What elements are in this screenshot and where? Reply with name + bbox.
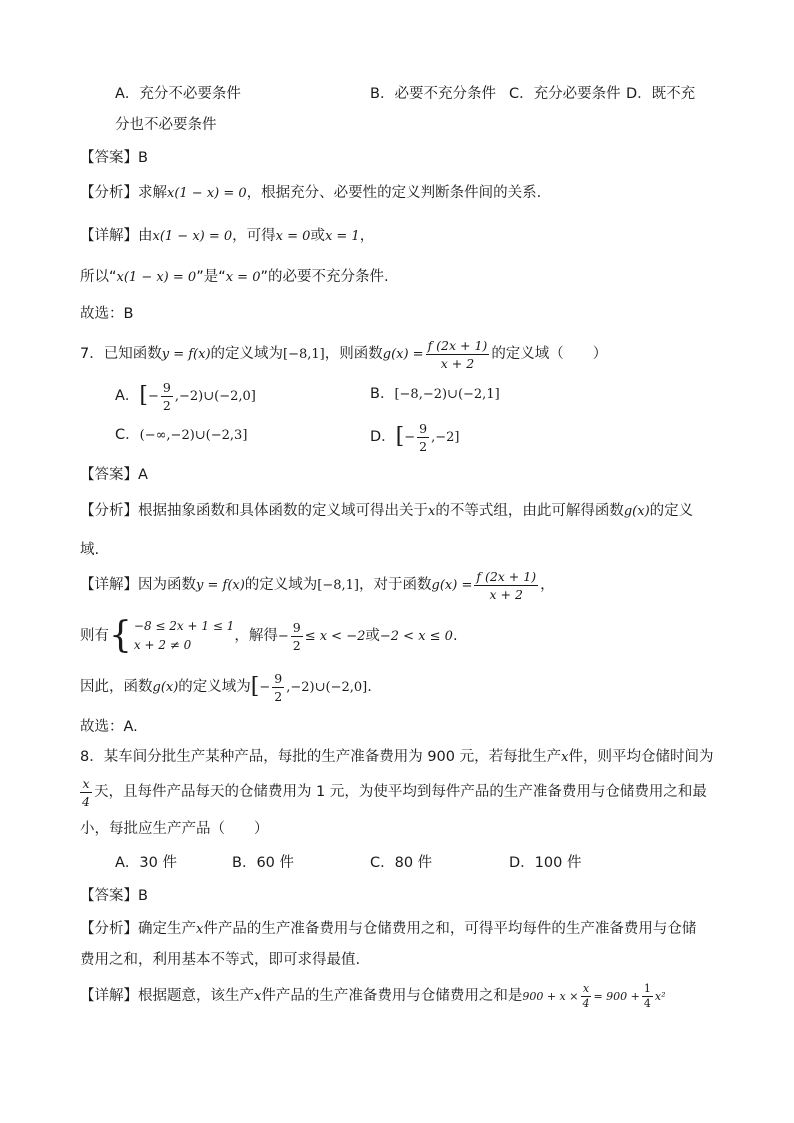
math-expr: y = f(x) — [196, 578, 245, 593]
detail-text: 因此，函数 — [80, 679, 153, 695]
math-sign: − — [277, 629, 289, 644]
math-sign: − — [148, 389, 159, 404]
fraction-denominator: x + 2 — [440, 355, 475, 371]
analysis-text: 确定生产 — [138, 921, 196, 937]
option-label: B． — [370, 386, 395, 402]
detail-text: 根据题意，该生产 — [138, 988, 254, 1004]
fraction-numerator: f (2x + 1) — [476, 568, 537, 584]
math-expr: g(x) = — [382, 347, 424, 362]
question-text: 天，且每件产品每天的仓储费用为 1 元，为使平均到每件产品的生产准备费用与仓储费用之和最 — [93, 784, 707, 800]
fraction-denominator: 4 — [82, 793, 90, 809]
answer-tag: 【答案】 — [80, 467, 138, 483]
q7-option-c — [115, 425, 247, 446]
detail-text: 的定义域为 — [244, 577, 318, 593]
conclusion-text: ”的必要不充分条件. — [260, 269, 389, 285]
detail-text: 的定义域为 — [178, 679, 251, 695]
math-sign: − — [259, 680, 271, 695]
analysis-text: 求解 — [138, 185, 167, 201]
math-expr: = 900 + — [593, 990, 640, 1003]
q8-option-a: A．30 件 — [115, 855, 177, 871]
q6-option-d-cont: 分也不必要条件 — [115, 117, 217, 133]
q8-stem-line1 — [80, 747, 713, 768]
fraction-denominator: 4 — [643, 996, 651, 1010]
answer-value: A — [138, 467, 148, 483]
brace: { — [109, 615, 132, 656]
q7-therefore — [80, 667, 372, 708]
fraction-numerator: 9 — [162, 379, 171, 395]
answer-value: B — [138, 888, 148, 904]
math-expr: x(1 − x) = 0 — [116, 270, 197, 285]
conclusion-text: ”是“ — [196, 269, 226, 285]
option-label: D． — [370, 429, 396, 445]
analysis-text: 的不等式组，由此可解得函数 — [435, 503, 624, 519]
detail-tag: 【详解】 — [80, 577, 138, 593]
q8-option-d: D．100 件 — [509, 855, 582, 871]
detail-text: ，对于函数 — [359, 577, 432, 593]
q8-option-b: B．60 件 — [232, 855, 295, 871]
math-expr: x(1 − x) = 0 — [152, 229, 233, 244]
math-expr: x = 0 — [275, 229, 311, 244]
question-text: 8．某车间分批生产某种产品，每批的生产准备费用为 900 元，若每批生产 — [80, 749, 562, 765]
math-expr: [−8,1] — [317, 578, 360, 593]
fraction — [474, 568, 538, 603]
analysis-text: 的定义 — [649, 503, 694, 519]
math-expr: (−∞,−2)∪(−2,3] — [139, 428, 248, 443]
math-expr: ,−2)∪(−2,0] — [286, 680, 368, 695]
math-expr: y = f(x) — [161, 347, 211, 362]
fraction-denominator: 2 — [419, 438, 428, 454]
q7-answer — [80, 465, 148, 485]
detail-tag: 【详解】 — [80, 988, 138, 1004]
question-text: ，则函数 — [324, 346, 383, 362]
math-expr: −2 < x ≤ 0 — [379, 629, 453, 644]
math-expr: x — [196, 922, 204, 937]
q8-option-c: C．80 件 — [370, 855, 433, 871]
fraction-numerator: 9 — [274, 670, 283, 686]
fraction — [80, 775, 92, 810]
math-expr: g(x) — [623, 504, 650, 519]
q6-analysis — [80, 183, 541, 204]
fraction-numerator: 1 — [643, 981, 651, 995]
detail-text: 则有 — [80, 628, 109, 644]
detail-text: 或 — [310, 228, 325, 244]
q8-detail — [80, 976, 666, 1017]
fraction — [161, 379, 173, 414]
q7-option-a — [115, 376, 256, 417]
analysis-text: 根据抽象函数和具体函数的定义域可得出关于 — [138, 503, 428, 519]
q8-analysis — [80, 919, 696, 940]
answer-tag: 【答案】 — [80, 150, 138, 166]
q6-option-d: D．既不充 — [626, 86, 696, 102]
detail-tag: 【详解】 — [80, 228, 138, 244]
q8-stem-line3: 小，每批应生产产品（ ） — [80, 821, 269, 837]
math-expr: ≤ x < −2 — [304, 629, 366, 644]
math-expr: g(x) — [152, 680, 179, 695]
detail-text: ，可得 — [232, 228, 276, 244]
system-rows — [134, 617, 234, 655]
q6-choice: 故选：B — [80, 306, 134, 322]
question-text: 7．已知函数 — [80, 346, 162, 362]
q6-option-b: B．必要不充分条件 — [370, 86, 496, 102]
analysis-tag: 【分析】 — [80, 503, 138, 519]
conclusion-text: 所以“ — [80, 269, 117, 285]
system-row: x + 2 ≠ 0 — [133, 638, 192, 652]
detail-text: . — [367, 679, 372, 695]
question-text: 件，则平均仓储时间为 — [568, 749, 714, 765]
detail-text: ， — [540, 577, 555, 593]
math-expr: x — [561, 750, 569, 765]
math-expr: x = 0 — [225, 270, 261, 285]
bracket: [ — [250, 674, 260, 699]
math-expr: x(1 − x) = 0 — [167, 186, 247, 201]
math-sign: − — [404, 430, 416, 445]
detail-text: 或 — [365, 628, 380, 644]
analysis-text: ，根据充分、必要性的定义判断条件间的关系. — [246, 185, 542, 201]
math-expr: x² — [654, 990, 666, 1003]
fraction-denominator: 2 — [162, 397, 171, 413]
q6-option-a: A．充分不必要条件 — [115, 86, 241, 102]
q6-option-c: C．充分必要条件 — [509, 86, 621, 102]
analysis-tag: 【分析】 — [80, 185, 138, 201]
q6-detail — [80, 226, 374, 247]
fraction — [417, 420, 429, 455]
q8-analysis-cont: 费用之和，利用基本不等式，即可求得最值. — [80, 952, 361, 968]
math-expr: ,−2] — [431, 430, 460, 445]
q7-analysis-cont: 域. — [80, 542, 100, 558]
math-expr: x = 1 — [324, 229, 360, 244]
fraction-numerator: x — [582, 981, 590, 995]
fraction-denominator: 4 — [582, 996, 590, 1010]
fraction-denominator: x + 2 — [489, 586, 523, 602]
detail-text: ， — [359, 228, 375, 244]
detail-text: ，解得 — [234, 628, 278, 644]
fraction-numerator: x — [82, 775, 90, 791]
q6-answer — [80, 148, 148, 168]
bracket: [ — [395, 424, 405, 449]
math-expr: [−8,1] — [283, 347, 325, 362]
fraction — [580, 982, 591, 1011]
fraction-numerator: 9 — [419, 420, 428, 436]
q7-option-d — [370, 417, 460, 458]
fraction — [291, 619, 303, 654]
fraction-numerator: 9 — [292, 619, 301, 635]
q7-stem — [80, 334, 607, 375]
math-expr: 900 + x × — [522, 990, 579, 1003]
q6-conclusion — [80, 267, 389, 288]
inequality-system — [109, 617, 234, 655]
question-text: 的定义域（ ） — [491, 346, 608, 362]
math-expr: [−8,−2)∪(−2,1] — [394, 387, 500, 402]
detail-text: 由 — [138, 228, 153, 244]
option-label: C． — [115, 427, 140, 443]
analysis-text: 件产品的生产准备费用与仓储费用之和，可得平均每件的生产准备费用与仓储 — [203, 921, 697, 937]
q7-system — [80, 614, 458, 659]
option-label: A． — [115, 388, 140, 404]
detail-text: 因为函数 — [138, 577, 196, 593]
system-row: −8 ≤ 2x + 1 ≤ 1 — [133, 619, 235, 633]
answer-value: B — [138, 150, 148, 166]
math-expr: g(x) = — [431, 578, 473, 593]
bracket: [ — [139, 383, 149, 408]
answer-tag: 【答案】 — [80, 888, 138, 904]
math-expr: x — [428, 504, 436, 519]
math-expr: ,−2)∪(−2,0] — [174, 389, 256, 404]
fraction-numerator: f (2x + 1) — [427, 337, 488, 353]
q8-answer — [80, 886, 148, 906]
detail-text: 件产品的生产准备费用与仓储费用之和是 — [261, 988, 523, 1004]
q7-detail — [80, 565, 555, 606]
fraction-denominator: 2 — [274, 688, 283, 704]
fraction-denominator: 2 — [292, 637, 301, 653]
fraction — [426, 337, 490, 372]
fraction — [272, 670, 284, 705]
fraction — [642, 982, 653, 1011]
detail-text: . — [452, 628, 458, 644]
question-text: 的定义域为 — [210, 346, 284, 362]
q7-choice: 故选：A. — [80, 719, 138, 735]
q7-analysis — [80, 501, 693, 522]
q8-stem-line2 — [80, 772, 707, 812]
math-expr: x — [254, 989, 262, 1004]
q7-option-b — [370, 384, 500, 405]
analysis-tag: 【分析】 — [80, 921, 138, 937]
